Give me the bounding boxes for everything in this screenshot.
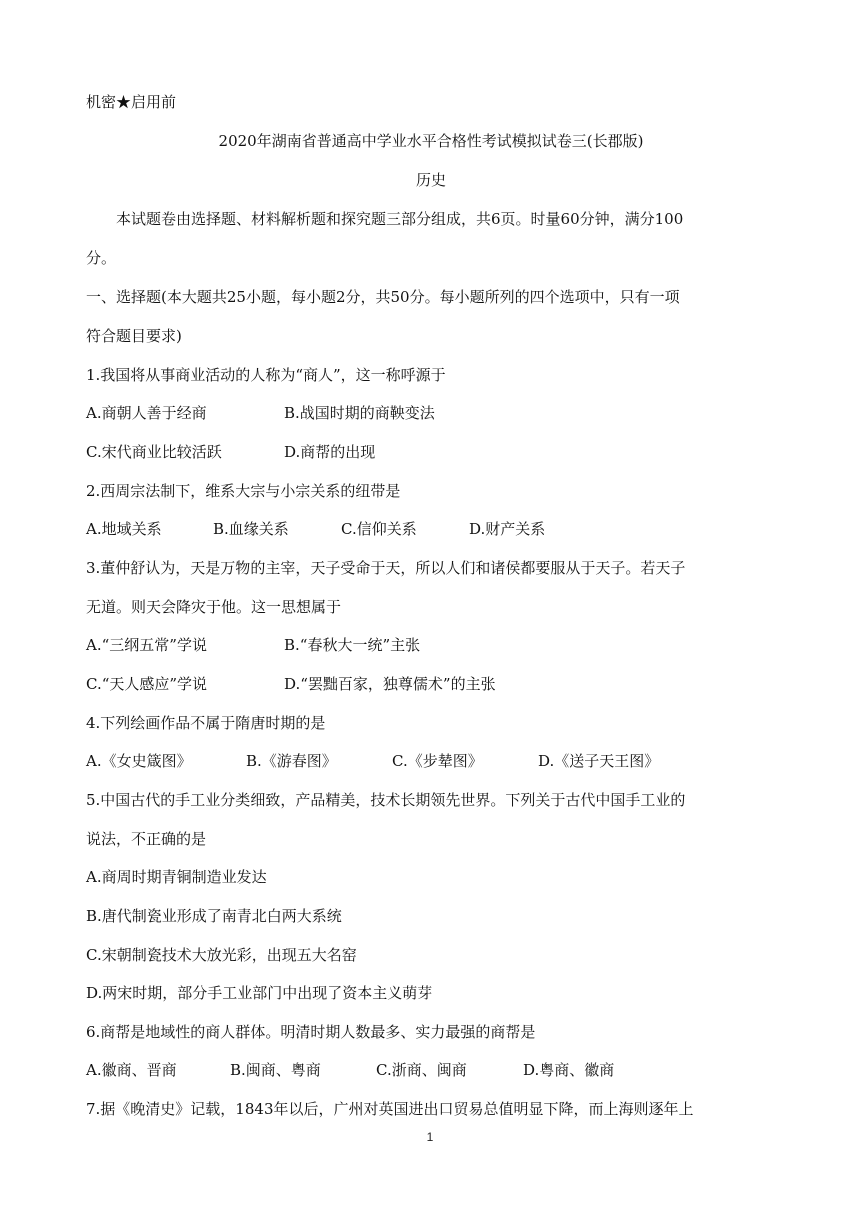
question-3-options-row-1 (86, 635, 786, 655)
question-5-option-a: A.商周时期青铜制造业发达 (86, 868, 267, 886)
intro-line-1: 本试题卷由选择题、材料解析题和探究题三部分组成，共6页。时量60分钟，满分100 (116, 210, 684, 228)
question-2-option-b: B.血缘关系 (213, 520, 289, 538)
question-6-option-a: A.徽商、晋商 (86, 1061, 177, 1079)
question-3-option-d: D.“罢黜百家，独尊儒术”的主张 (284, 675, 496, 693)
question-2-stem: 2.西周宗法制下，维系大宗与小宗关系的纽带是 (86, 482, 401, 500)
question-4-stem: 4.下列绘画作品不属于隋唐时期的是 (86, 714, 326, 732)
intro-line-2: 分。 (86, 249, 117, 267)
question-5-option-c: C.宋朝制瓷技术大放光彩，出现五大名窑 (86, 946, 357, 964)
question-5-option-d: D.两宋时期，部分手工业部门中出现了资本主义萌芽 (86, 984, 433, 1002)
question-5-stem-line-2: 说法，不正确的是 (86, 830, 207, 848)
question-5-option-b: B.唐代制瓷业形成了南青北白两大系统 (86, 907, 342, 925)
question-6-stem: 6.商帮是地域性的商人群体。明清时期人数最多、实力最强的商帮是 (86, 1023, 536, 1041)
section-heading-line-1: 一、选择题(本大题共25小题，每小题2分，共50分。每小题所列的四个选项中，只有一项 (86, 288, 680, 306)
question-6-options (86, 1060, 786, 1080)
question-2-option-d: D.财产关系 (469, 520, 546, 538)
question-3-option-a: A.“三纲五常”学说 (86, 636, 207, 654)
question-6-option-c: C.浙商、闽商 (376, 1061, 467, 1079)
question-3-stem-line-1: 3.董仲舒认为，天是万物的主宰，天子受命于天，所以人们和诸侯都要服从于天子。若天子 (86, 559, 686, 577)
question-7-stem: 7.据《晚清史》记载，1843年以后，广州对英国进出口贸易总值明显下降，而上海则逐年上 (86, 1100, 694, 1118)
page-number: 1 (426, 1130, 434, 1144)
question-1-stem: 1.我国将从事商业活动的人称为“商人”，这一称呼源于 (86, 366, 446, 384)
question-1-option-a: A.商朝人善于经商 (86, 404, 207, 422)
question-3-options-row-2 (86, 674, 786, 694)
question-5-stem-line-1: 5.中国古代的手工业分类细致，产品精美，技术长期领先世界。下列关于古代中国手工业的 (86, 791, 686, 809)
question-4-option-c: C.《步辇图》 (392, 752, 483, 770)
question-4-options (86, 751, 786, 771)
question-2-option-a: A.地域关系 (86, 520, 162, 538)
question-4-option-a: A.《女史箴图》 (86, 752, 192, 770)
question-6-option-d: D.粤商、徽商 (523, 1061, 615, 1079)
question-4-option-b: B.《游春图》 (246, 752, 337, 770)
question-6-option-b: B.闽商、粤商 (230, 1061, 321, 1079)
question-2-options (86, 519, 786, 539)
question-1-options-row-2 (86, 442, 786, 462)
question-1-option-d: D.商帮的出现 (284, 443, 376, 461)
question-1-option-b: B.战国时期的商鞅变法 (284, 404, 435, 422)
confidential-mark: 机密★启用前 (86, 93, 177, 111)
subject-title: 历史 (415, 171, 446, 189)
question-1-options-row-1 (86, 403, 786, 423)
section-heading-line-2: 符合题目要求) (86, 327, 182, 345)
question-3-stem-line-2: 无道。则天会降灾于他。这一思想属于 (86, 598, 342, 616)
exam-title: 2020年湖南省普通高中学业水平合格性考试模拟试卷三(长郡版) (218, 132, 644, 150)
question-4-option-d: D.《送子天王图》 (538, 752, 660, 770)
question-3-option-b: B.“春秋大一统”主张 (284, 636, 421, 654)
question-2-option-c: C.信仰关系 (341, 520, 417, 538)
question-3-option-c: C.“天人感应”学说 (86, 675, 208, 693)
question-1-option-c: C.宋代商业比较活跃 (86, 443, 222, 461)
